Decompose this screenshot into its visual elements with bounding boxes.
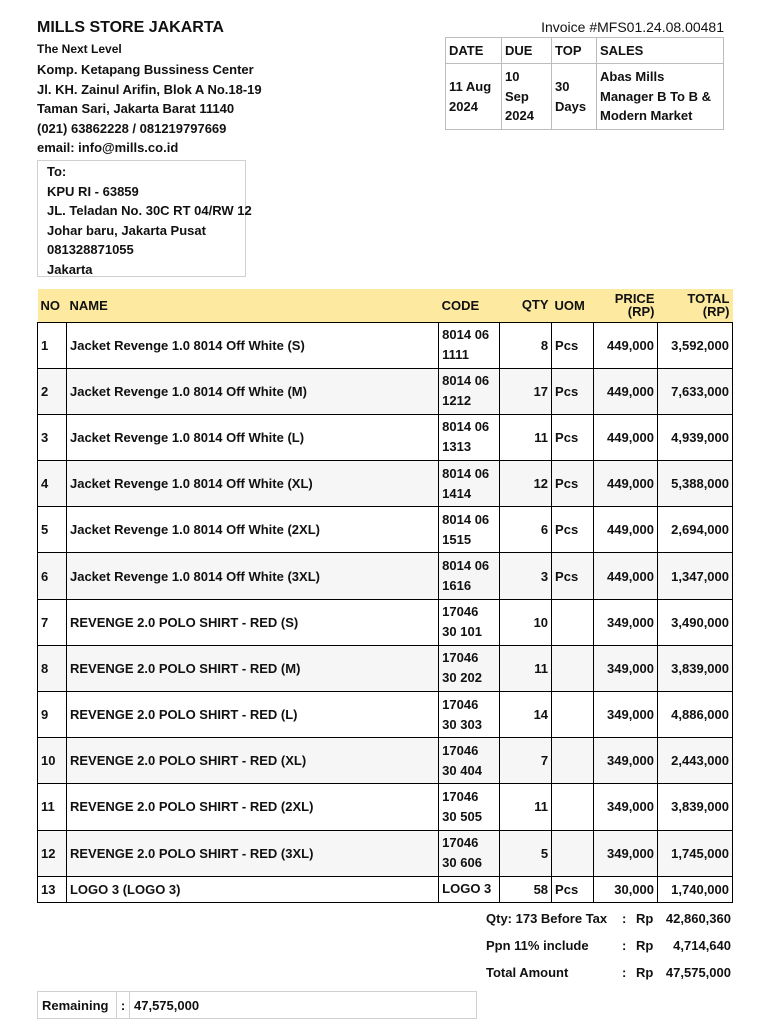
cell-code [439,461,500,507]
cell-code-line: 30 101 [442,624,482,640]
summary-value: 42,860,360 [665,911,731,926]
cell-price: 449,000 [594,368,658,414]
store-tagline: The Next Level [37,42,122,56]
cell-total: 4,939,000 [658,414,733,460]
cell-total: 5,388,000 [658,461,733,507]
cell-code [439,876,500,902]
meta-due-line: 10 [505,69,520,85]
cell-price: 349,000 [594,599,658,645]
cell-price: 349,000 [594,830,658,876]
cell-qty: 10 [500,599,552,645]
cell-code-line: 1414 [442,485,472,501]
cell-total: 7,633,000 [658,368,733,414]
meta-top-line: Days [555,98,587,114]
col-header-price [594,289,658,322]
table-row [38,599,733,645]
cell-qty: 11 [500,784,552,830]
table-row [38,830,733,876]
cell-name: REVENGE 2.0 POLO SHIRT - RED (3XL) [66,830,438,876]
cell-price: 349,000 [594,645,658,691]
items-table [37,289,733,903]
cell-no: 6 [38,553,67,599]
cell-no: 7 [38,599,67,645]
col-header-total-line: TOTAL [687,291,730,307]
summary-currency: Rp [636,965,654,980]
cell-code-line: 8014 06 [442,373,490,389]
meta-date-line: 11 Aug [449,79,492,94]
cell-qty: 5 [500,830,552,876]
col-header-code: CODE [439,289,500,322]
table-row [38,784,733,830]
meta-due [502,64,552,130]
cell-code-line: 17046 [442,835,479,851]
cell-code-line: 8014 06 [442,327,490,343]
cell-total: 3,839,000 [658,784,733,830]
meta-header-sales: SALES [597,38,724,64]
table-row [38,414,733,460]
summary-colon: : [622,938,627,953]
meta-sales-line: Abas Mills [600,69,665,85]
remaining-label: Remaining [38,992,117,1018]
cell-code-line: 17046 [442,788,479,804]
store-name: MILLS STORE JAKARTA [37,19,224,36]
cell-price: 30,000 [594,876,658,902]
cell-uom: Pcs [552,461,594,507]
cell-code [439,414,500,460]
cell-qty: 12 [500,461,552,507]
table-row [38,461,733,507]
table-row [38,692,733,738]
col-header-total-line: (RP) [702,304,730,320]
cell-uom [552,738,594,784]
cell-uom [552,692,594,738]
cell-code-line: 1616 [442,578,472,594]
cell-total: 1,740,000 [658,876,733,902]
cell-name: LOGO 3 (LOGO 3) [66,876,438,902]
cell-code-line: 8014 06 [442,419,490,435]
cell-uom [552,599,594,645]
cell-uom [552,784,594,830]
table-row [38,553,733,599]
cell-code-line: 8014 06 [442,511,490,527]
col-header-price-line: (RP) [627,304,655,320]
cell-code [439,692,500,738]
col-header-qty: QTY [500,289,552,322]
cell-code [439,322,500,368]
cell-price: 349,000 [594,692,658,738]
remaining-colon: : [117,992,130,1018]
cell-code-line: 30 505 [442,808,482,824]
table-row [38,322,733,368]
cell-code-line: 1212 [442,393,472,409]
summary-colon: : [622,965,627,980]
meta-sales [597,64,724,130]
cell-name: REVENGE 2.0 POLO SHIRT - RED (XL) [66,738,438,784]
recipient-line: 081328871055 [47,242,134,257]
cell-uom [552,645,594,691]
cell-code-line: 30 606 [442,855,482,871]
cell-qty: 6 [500,507,552,553]
cell-code [439,599,500,645]
cell-qty: 11 [500,414,552,460]
meta-header-date: DATE [446,38,502,64]
cell-price: 449,000 [594,507,658,553]
cell-no: 4 [38,461,67,507]
cell-total: 3,592,000 [658,322,733,368]
invoice-number: Invoice #MFS01.24.08.00481 [541,19,724,35]
col-header-no: NO [38,289,67,322]
cell-code-line: 1313 [442,439,472,455]
cell-total: 3,839,000 [658,645,733,691]
cell-code-line: 8014 06 [442,558,490,574]
cell-code [439,645,500,691]
summary-label: Ppn 11% include [486,938,589,953]
meta-header-due: DUE [502,38,552,64]
summary-currency: Rp [636,938,654,953]
meta-due-line: 2024 [505,108,534,124]
cell-name: Jacket Revenge 1.0 8014 Off White (M) [66,368,438,414]
meta-top-line: 30 [555,79,570,94]
cell-code-line: 1515 [442,531,472,547]
cell-no: 3 [38,414,67,460]
meta-header-top: TOP [552,38,597,64]
cell-price: 349,000 [594,738,658,784]
recipient-line: JL. Teladan No. 30C RT 04/RW 12 [47,203,252,218]
cell-qty: 17 [500,368,552,414]
col-header-uom: UOM [552,289,594,322]
summary-currency: Rp [636,911,654,926]
cell-total: 2,694,000 [658,507,733,553]
remaining-box [37,991,477,1019]
cell-price: 449,000 [594,414,658,460]
summary-label: Total Amount [486,965,569,980]
cell-no: 8 [38,645,67,691]
table-row [38,368,733,414]
recipient-label: To: [47,164,67,179]
recipient-box [37,160,252,277]
cell-total: 4,886,000 [658,692,733,738]
table-row [38,645,733,691]
meta-sales-line: Modern Market [600,108,693,124]
recipient-line: KPU RI - 63859 [47,183,139,199]
cell-code-line: 17046 [442,696,479,712]
col-header-total [658,289,733,322]
cell-no: 12 [38,830,67,876]
cell-no: 2 [38,368,67,414]
meta-due-line: Sep [505,88,529,104]
cell-qty: 3 [500,553,552,599]
cell-price: 449,000 [594,553,658,599]
cell-code [439,553,500,599]
cell-name: REVENGE 2.0 POLO SHIRT - RED (S) [66,599,438,645]
meta-date [446,64,502,130]
cell-name: Jacket Revenge 1.0 8014 Off White (L) [66,414,438,460]
table-row [38,738,733,784]
address-line: (021) 63862228 / 081219797669 [37,120,227,136]
cell-price: 449,000 [594,322,658,368]
address-line: Komp. Ketapang Bussiness Center [37,62,254,77]
address-line: Jl. KH. Zainul Arifin, Blok A No.18-19 [37,81,262,97]
cell-code-line: 30 404 [442,762,482,778]
cell-no: 10 [38,738,67,784]
address-line: email: info@mills.co.id [37,140,179,156]
cell-no: 11 [38,784,67,830]
cell-uom: Pcs [552,507,594,553]
meta-date-line: 2024 [449,98,478,114]
col-header-name: NAME [66,289,438,322]
cell-uom: Pcs [552,553,594,599]
recipient-line: Jakarta [47,261,93,277]
table-row [38,876,733,902]
cell-qty: 14 [500,692,552,738]
cell-code-line: 30 303 [442,716,482,732]
cell-uom: Pcs [552,876,594,902]
cell-qty: 8 [500,322,552,368]
remaining-value: 47,575,000 [134,997,200,1013]
meta-top [552,64,597,130]
cell-uom: Pcs [552,368,594,414]
cell-name: REVENGE 2.0 POLO SHIRT - RED (L) [66,692,438,738]
cell-code [439,738,500,784]
cell-no: 5 [38,507,67,553]
meta-sales-line: Manager B To B & [600,88,711,104]
invoice-meta-table [445,37,724,130]
cell-code-line: 17046 [442,650,479,666]
cell-name: Jacket Revenge 1.0 8014 Off White (2XL) [66,507,438,553]
cell-name: REVENGE 2.0 POLO SHIRT - RED (2XL) [66,784,438,830]
cell-code-line: 30 202 [442,670,482,686]
recipient-line: Johar baru, Jakarta Pusat [47,222,206,238]
cell-total: 1,347,000 [658,553,733,599]
cell-code-line: LOGO 3 [442,881,492,897]
cell-code-line: 8014 06 [442,465,490,481]
table-row [38,507,733,553]
col-header-price-line: PRICE [614,291,655,307]
address-line: Taman Sari, Jakarta Barat 11140 [37,101,235,117]
summary-colon: : [622,911,627,926]
cell-qty: 11 [500,645,552,691]
cell-code [439,507,500,553]
cell-name: Jacket Revenge 1.0 8014 Off White (S) [66,322,438,368]
cell-uom: Pcs [552,414,594,460]
summary-value: 4,714,640 [673,938,731,953]
cell-price: 449,000 [594,461,658,507]
cell-code [439,830,500,876]
cell-name: REVENGE 2.0 POLO SHIRT - RED (M) [66,645,438,691]
cell-uom [552,830,594,876]
cell-no: 1 [38,322,67,368]
cell-no: 9 [38,692,67,738]
cell-total: 3,490,000 [658,599,733,645]
cell-code-line: 17046 [442,604,479,620]
items-header-row [38,289,733,322]
cell-name: Jacket Revenge 1.0 8014 Off White (XL) [66,461,438,507]
cell-code-line: 17046 [442,742,479,758]
cell-price: 349,000 [594,784,658,830]
summary-label: Qty: 173 Before Tax [486,911,608,926]
cell-total: 2,443,000 [658,738,733,784]
summary-value: 47,575,000 [665,965,731,980]
cell-no: 13 [38,876,67,902]
cell-code [439,784,500,830]
cell-uom: Pcs [552,322,594,368]
cell-qty: 58 [500,876,552,902]
cell-total: 1,745,000 [658,830,733,876]
cell-name: Jacket Revenge 1.0 8014 Off White (3XL) [66,553,438,599]
cell-qty: 7 [500,738,552,784]
store-address [37,60,262,158]
cell-code [439,368,500,414]
cell-code-line: 1111 [442,347,469,363]
